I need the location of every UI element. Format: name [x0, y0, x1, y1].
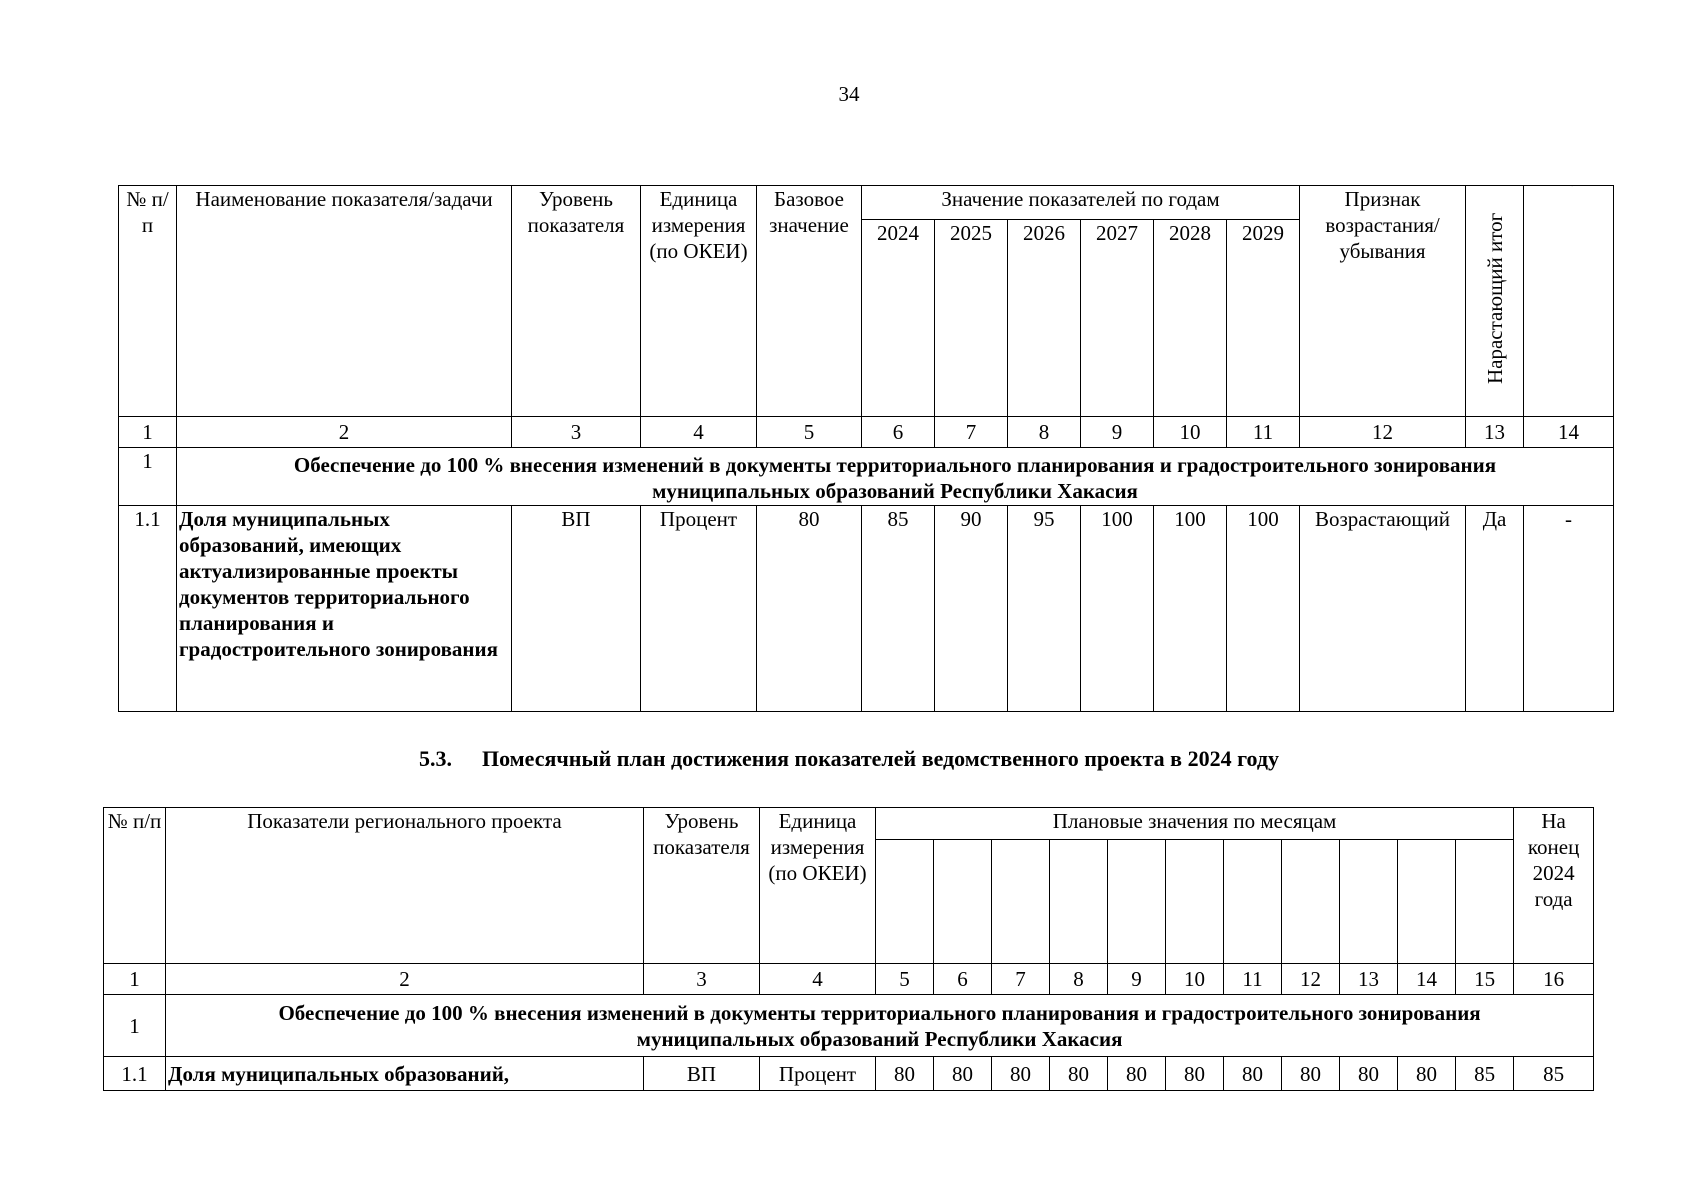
header-num: № п/п: [104, 808, 166, 964]
monthly-plan-table: [103, 807, 1594, 1091]
section-text: Обеспечение до 100 % внесения изменений в документы территориального планирования и градостроительного зонирования муниципальных образований Республики Хакасия: [166, 995, 1594, 1057]
header-month: [1166, 840, 1224, 964]
col-number: 2: [166, 964, 644, 995]
col-number: 12: [1300, 417, 1466, 448]
col-number: 13: [1466, 417, 1524, 448]
row-name: Доля муниципальных образований,: [166, 1057, 644, 1091]
header-month: [1282, 840, 1340, 964]
col-number: 5: [757, 417, 862, 448]
header-years-group: Значение показателей по годам: [862, 186, 1300, 220]
col-number: 4: [641, 417, 757, 448]
col-number: 7: [992, 964, 1050, 995]
header-year: 2024: [862, 220, 935, 417]
header-month: [992, 840, 1050, 964]
header-month: [1456, 840, 1514, 964]
col-number: 1: [104, 964, 166, 995]
col-number: 7: [935, 417, 1008, 448]
row-month-value: 80: [992, 1057, 1050, 1091]
header-month: [1340, 840, 1398, 964]
col-number: 8: [1050, 964, 1108, 995]
col-number: 10: [1154, 417, 1227, 448]
header-trend: Признак возрастания/ убывания: [1300, 186, 1466, 417]
row-name: Доля муниципальных образований, имеющих актуализированные проекты документов территориального планирования и градостроительного зонирования: [177, 506, 512, 712]
header-cumulative: Нарастающий итог: [1466, 186, 1524, 417]
col-number: 15: [1456, 964, 1514, 995]
col-number: 3: [512, 417, 641, 448]
section-heading-title: Помесячный план достижения показателей ведомственного проекта в 2024 году: [481, 746, 1280, 771]
col-number: 14: [1398, 964, 1456, 995]
col-number: 14: [1524, 417, 1614, 448]
row-month-value: 80: [1224, 1057, 1282, 1091]
row-num: 1.1: [104, 1057, 166, 1091]
row-year-value: 100: [1081, 506, 1154, 712]
col-number: 9: [1108, 964, 1166, 995]
header-month: [934, 840, 992, 964]
col-number: 6: [934, 964, 992, 995]
header-year: 2025: [935, 220, 1008, 417]
row-unit: Процент: [641, 506, 757, 712]
header-num: № п/п: [119, 186, 177, 417]
row-cumulative: Да: [1466, 506, 1524, 712]
col-number: 3: [644, 964, 760, 995]
row-level: ВП: [644, 1057, 760, 1091]
header-month: [1398, 840, 1456, 964]
header-year: 2028: [1154, 220, 1227, 417]
header-month: [1050, 840, 1108, 964]
row-year-value: 100: [1154, 506, 1227, 712]
row-month-value: 80: [1166, 1057, 1224, 1091]
header-month: [1108, 840, 1166, 964]
header-level: Уровень показателя: [644, 808, 760, 964]
row-year-end-value: 85: [1514, 1057, 1594, 1091]
row-level: ВП: [512, 506, 641, 712]
row-source: -: [1524, 506, 1614, 712]
header-level: Уровень показателя: [512, 186, 641, 417]
section-heading-number: 5.3.: [418, 746, 452, 771]
row-month-value: 80: [1398, 1057, 1456, 1091]
header-year-end: На конец 2024 года: [1514, 808, 1594, 964]
col-number: 8: [1008, 417, 1081, 448]
page-number: 34: [838, 82, 860, 106]
header-name: Наименование показателя/задачи: [177, 186, 512, 417]
header-month: [876, 840, 934, 964]
row-year-value: 100: [1227, 506, 1300, 712]
row-num: 1.1: [119, 506, 177, 712]
row-month-value: 80: [1340, 1057, 1398, 1091]
header-unit: Единица измерения (по ОКЕИ): [641, 186, 757, 417]
col-number: 2: [177, 417, 512, 448]
header-month: [1224, 840, 1282, 964]
header-source: [1524, 186, 1614, 417]
row-base: 80: [757, 506, 862, 712]
col-number: 10: [1166, 964, 1224, 995]
row-year-value: 85: [862, 506, 935, 712]
col-number: 13: [1340, 964, 1398, 995]
header-unit: Единица измерения (по ОКЕИ): [760, 808, 876, 964]
row-month-value: 85: [1456, 1057, 1514, 1091]
col-number: 11: [1224, 964, 1282, 995]
section-heading: [0, 746, 1698, 772]
header-year: 2026: [1008, 220, 1081, 417]
header-year: 2029: [1227, 220, 1300, 417]
col-number: 11: [1227, 417, 1300, 448]
row-month-value: 80: [876, 1057, 934, 1091]
row-month-value: 80: [1282, 1057, 1340, 1091]
col-number: 5: [876, 964, 934, 995]
col-number: 4: [760, 964, 876, 995]
col-number: 9: [1081, 417, 1154, 448]
header-year: 2027: [1081, 220, 1154, 417]
col-number: 6: [862, 417, 935, 448]
header-base: Базовое значение: [757, 186, 862, 417]
row-year-value: 90: [935, 506, 1008, 712]
section-text: Обеспечение до 100 % внесения изменений в документы территориального планирования и градостроительного зонирования муниципальных образований Республики Хакасия: [177, 448, 1614, 506]
row-year-value: 95: [1008, 506, 1081, 712]
section-num: 1: [104, 995, 166, 1057]
header-months-group: Плановые значения по месяцам: [876, 808, 1514, 840]
row-month-value: 80: [934, 1057, 992, 1091]
row-unit: Процент: [760, 1057, 876, 1091]
col-number: 16: [1514, 964, 1594, 995]
col-number: 12: [1282, 964, 1340, 995]
section-num: 1: [119, 448, 177, 506]
indicators-by-year-table: [118, 185, 1614, 712]
header-name: Показатели регионального проекта: [166, 808, 644, 964]
col-number: 1: [119, 417, 177, 448]
row-month-value: 80: [1108, 1057, 1166, 1091]
row-trend: Возрастающий: [1300, 506, 1466, 712]
row-month-value: 80: [1050, 1057, 1108, 1091]
